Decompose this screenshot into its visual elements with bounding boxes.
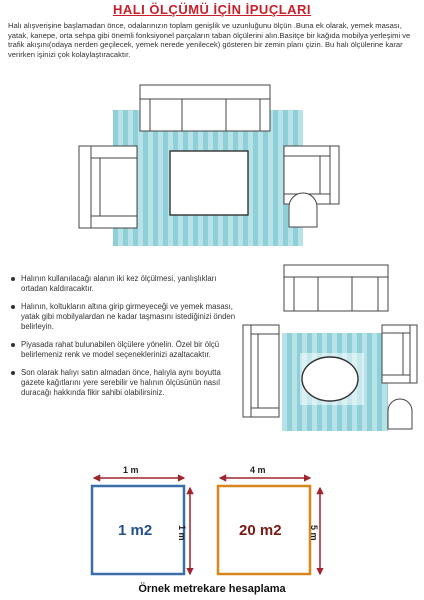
- oval-table: [300, 353, 364, 405]
- tip-item: Piyasada rahat bulunabilen ölçülere yönelin. Özel bir ölçü belirlemeniz renk ve model seçeneklerinizi azaltacaktır.: [10, 340, 240, 360]
- example-1m2: [78, 462, 198, 580]
- height-label: 1 m: [177, 525, 187, 541]
- armchair-right-icon: [382, 325, 417, 383]
- tip-item: Halının, koltukların altına girip girmeyeceği ve yemek masası, yatak gibi mobilyalardan ne kadar taşmasını istediğinizi önden belirleyin.: [10, 302, 240, 332]
- tip-item: Halının kullanılacağı alanın iki kez ölçülmesi, yanlışlıkları ortadan kaldıracaktır.: [10, 274, 240, 294]
- page-title: HALI ÖLÇÜMÜ İÇİN İPUÇLARI: [112, 2, 312, 17]
- sofa-icon: [284, 265, 388, 311]
- floorplan-living-room: [78, 84, 346, 256]
- width-label: 1 m: [123, 465, 139, 475]
- floorplan-dining-room: [242, 263, 418, 433]
- height-label: 5 m: [309, 525, 319, 541]
- tips-list: [10, 274, 240, 406]
- intro-paragraph: Halı alışverişine başlamadan önce, odalarınızın toplam genişlik ve uzunluğunu ölçün .Buna ek olarak, yemek masası, yatak, kanepe, orta sehpa gibi önemli fonksiyonel parçaların taban ölçülerini alın.Basitçe bir kağıda mobilya yerleşimi ve trafik akışını(odaya nerden geçilecek, yemek nerede yenilecek) gösteren bir zemin planı çizin. Bu halı ölçülerine karar verirken işinizi çok kolaylaştıracaktır.: [8, 21, 411, 59]
- tip-item: Son olarak halıyı satın almadan önce, halıyla aynı boyutta gazete kağıtlarını yere serebilir ve halının ölçüsünün nasıl duracağı hakkında fikir sahibi olabilirsiniz.: [10, 368, 240, 398]
- width-label: 4 m: [250, 465, 266, 475]
- example-20m2: [210, 462, 334, 580]
- caption: Örnek metrekare hesaplama: [138, 583, 286, 595]
- area-label: 1 m2: [118, 522, 153, 539]
- coffee-table: [170, 151, 248, 215]
- side-table: [289, 193, 317, 227]
- armchair-left-icon: [243, 325, 279, 417]
- area-label: 20 m2: [239, 522, 282, 539]
- sofa-icon: [140, 85, 270, 131]
- side-table: [388, 399, 412, 429]
- armchair-left-icon: [79, 146, 137, 228]
